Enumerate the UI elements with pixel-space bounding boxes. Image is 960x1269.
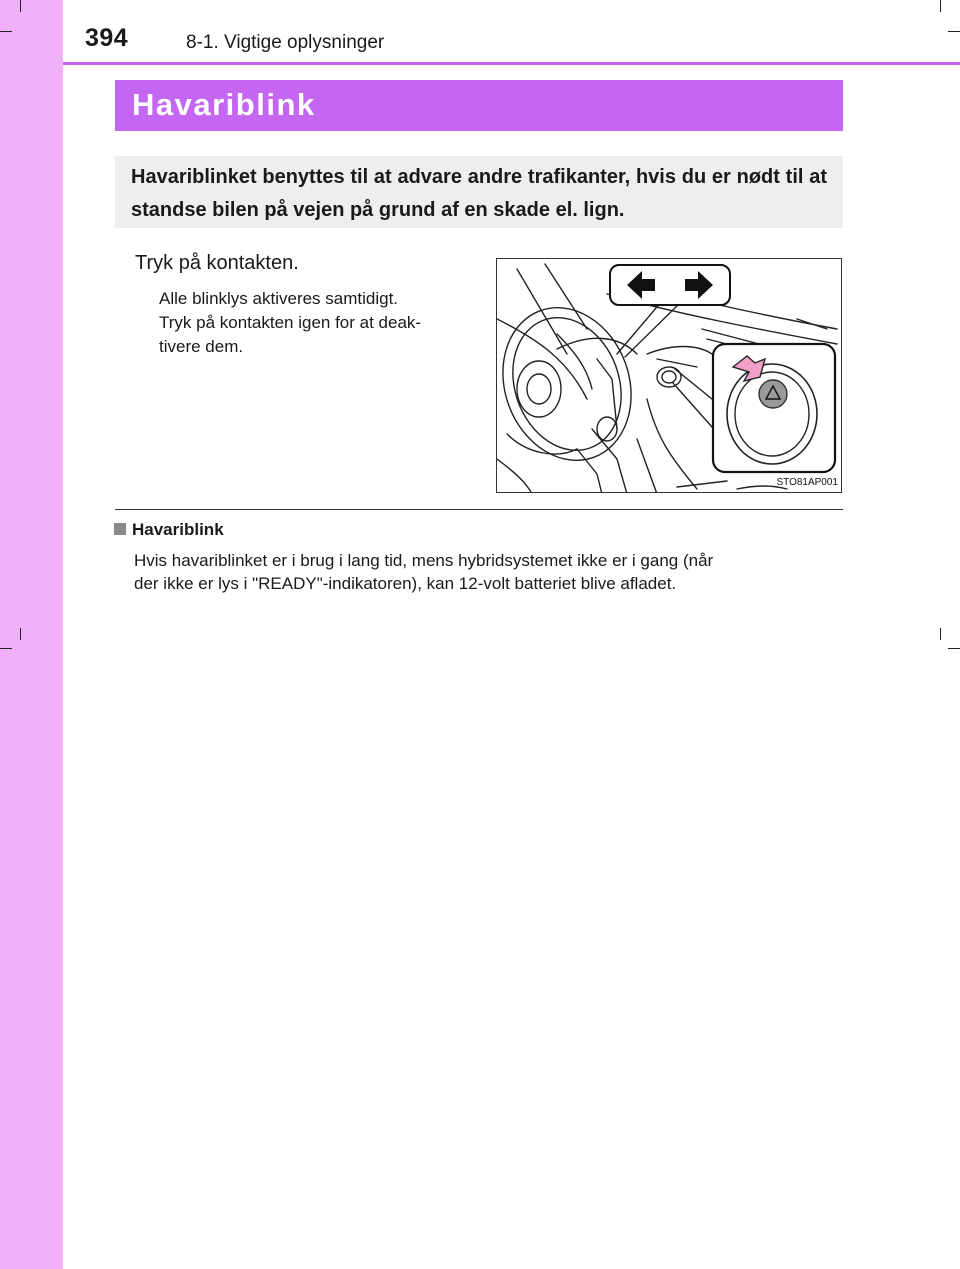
- dashboard-illustration: [496, 258, 842, 493]
- note-heading-text: Havariblink: [132, 520, 224, 539]
- section-title: Havariblink: [132, 87, 316, 122]
- header-rule: [63, 62, 960, 65]
- note-body: [134, 549, 846, 595]
- crop-mark-mid-right-h: [948, 648, 960, 649]
- turn-signal-bubble: [610, 265, 730, 305]
- section-divider: [115, 509, 843, 510]
- hazard-switch-zoom: [713, 344, 835, 472]
- note-line: Hvis havariblinket er i brug i lang tid, mens hybridsystemet ikke er i gang (når: [134, 551, 714, 570]
- figure-code: STO81AP001: [776, 477, 838, 488]
- instruction-line: Alle blinklys aktiveres samtidigt.: [159, 289, 399, 308]
- crop-mark-top-left-v: [20, 0, 21, 12]
- intro-text: Havariblinket benyttes til at advare andre trafikanter, hvis du er nødt til at standse bilen på vejen på grund af en skade el. lign.: [131, 166, 827, 221]
- note-heading: [114, 520, 224, 540]
- intro-box: [115, 156, 843, 228]
- crop-mark-top-left-h: [0, 31, 12, 32]
- page-header: [63, 0, 960, 66]
- crop-mark-mid-right-v: [940, 628, 941, 640]
- instruction-description: [159, 287, 479, 359]
- instruction-line: Tryk på kontakten igen for at deak-: [159, 313, 422, 332]
- dashboard-drawing: [497, 259, 842, 493]
- section-title-bar: [115, 80, 843, 131]
- note-line: der ikke er lys i "READY"-indikatoren), kan 12-volt batteriet blive afladet.: [134, 574, 677, 593]
- crop-mark-mid-left-v: [20, 628, 21, 640]
- instruction-step: Tryk på kontakten.: [135, 252, 299, 274]
- page-number: 394: [85, 24, 129, 52]
- bullet-square-icon: [114, 523, 126, 535]
- chapter-title: 8-1. Vigtige oplysninger: [186, 32, 385, 53]
- side-color-band: [0, 0, 63, 1269]
- crop-mark-mid-left-h: [0, 648, 12, 649]
- instruction-line: tivere dem.: [159, 337, 244, 356]
